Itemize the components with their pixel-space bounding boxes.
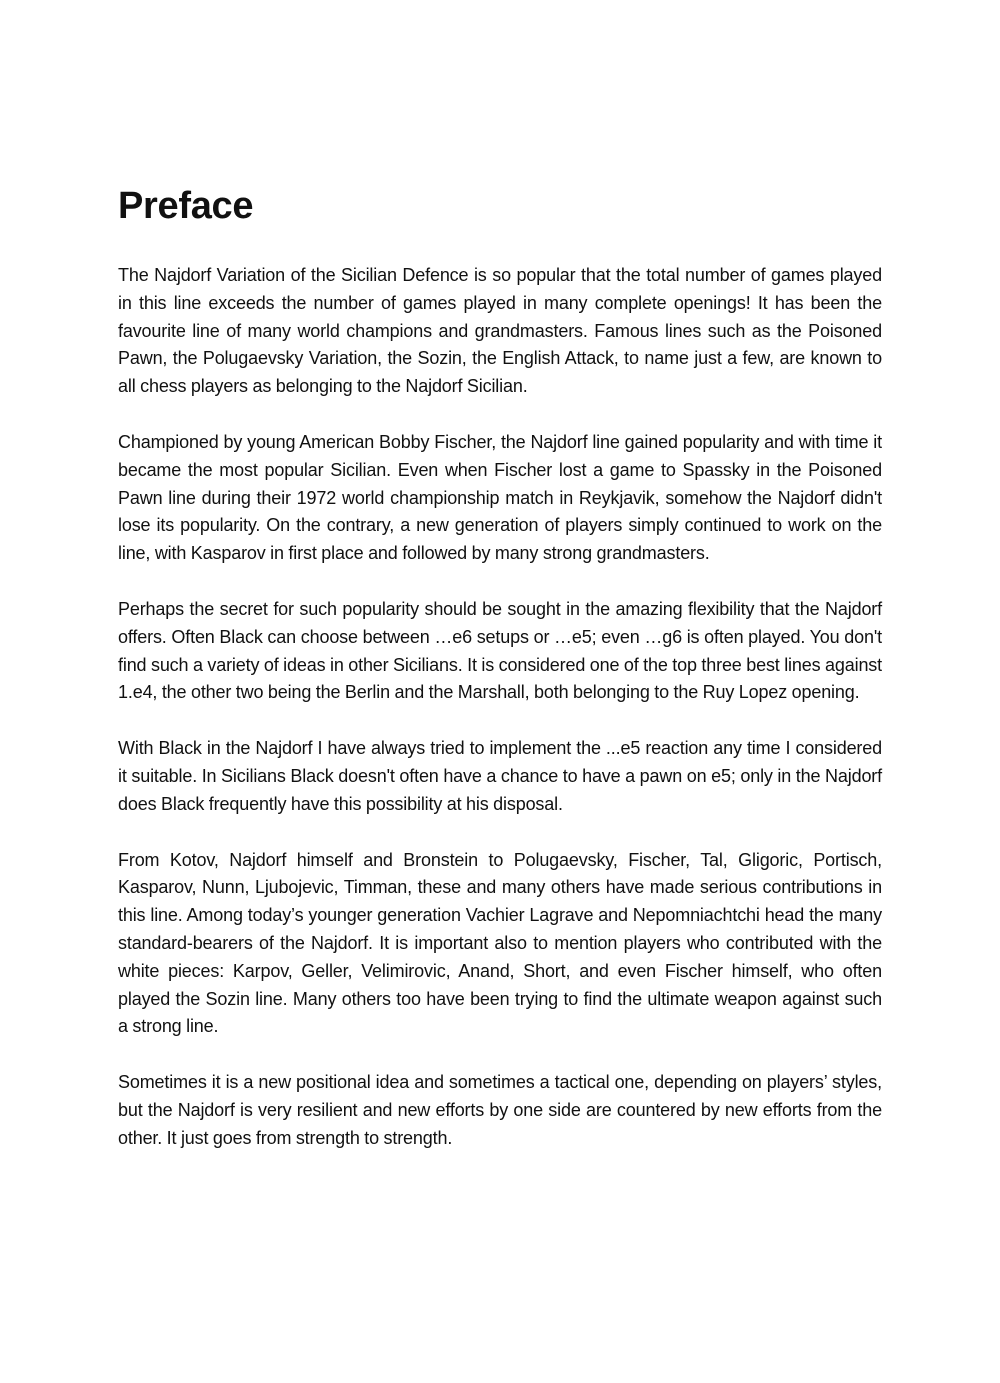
preface-page: [118, 180, 882, 1181]
paragraph-3: Perhaps the secret for such popularity should be sought in the amazing flexibility that the Najdorf offers. Often Black can choose between …e6 setups or …e5; even …g6 is often played. You don't find such a variety of ideas in other Sicilians. It is considered one of the top three best lines against 1.e4, the other two being the Berlin and the Marshall, both belonging to the Ruy Lopez opening.: [118, 598, 883, 703]
paragraph-4: With Black in the Najdorf I have always tried to implement the ...e5 reaction any time I considered it suitable. In Sicilians Black doesn't often have a chance to have a pawn on e5; only in the Najdorf does Black frequently have this possibility at his disposal.: [118, 738, 882, 814]
paragraph-6: Sometimes it is a new positional idea and sometimes a tactical one, depending on players’ styles, but the Najdorf is very resilient and new efforts by one side are countered by new efforts from the other. It just goes from strength to strength.: [118, 1072, 882, 1148]
paragraph-5: From Kotov, Najdorf himself and Bronstein to Polugaevsky, Fischer, Tal, Gligoric, Portisch, Kasparov, Nunn, Ljubojevic, Timman, these and many others have made serious contributions in this line. Among today’s younger generation Vachier Lagrave and Nepomniachtchi head the many standard-bearers of the Najdorf. It is important also to mention players who contributed with the white pieces: Karpov, Geller, Velimirovic, Anand, Short, and even Fischer himself, who often played the Sozin line. Many others too have been trying to find the ultimate weapon against such a strong line.: [118, 849, 882, 1037]
paragraph-1: The Najdorf Variation of the Sicilian Defence is so popular that the total number of games played in this line exceeds the number of games played in many complete openings! It has been the favourite line of many world champions and grandmasters. Famous lines such as the Poisoned Pawn, the Polugaevsky Variation, the Sozin, the English Attack, to name just a few, are known to all chess players as belonging to the Najdorf Sicilian.: [118, 265, 882, 397]
page-title: Preface: [118, 185, 254, 227]
paragraph-2: Championed by young American Bobby Fischer, the Najdorf line gained popularity and with time it became the most popular Sicilian. Even when Fischer lost a game to Spassky in the Poisoned Pawn line during their 1972 world championship match in Reykjavik, somehow the Najdorf didn't lose its popularity. On the contrary, a new generation of players simply continued to work on the line, with Kasparov in first place and followed by many strong grandmasters.: [118, 431, 882, 564]
